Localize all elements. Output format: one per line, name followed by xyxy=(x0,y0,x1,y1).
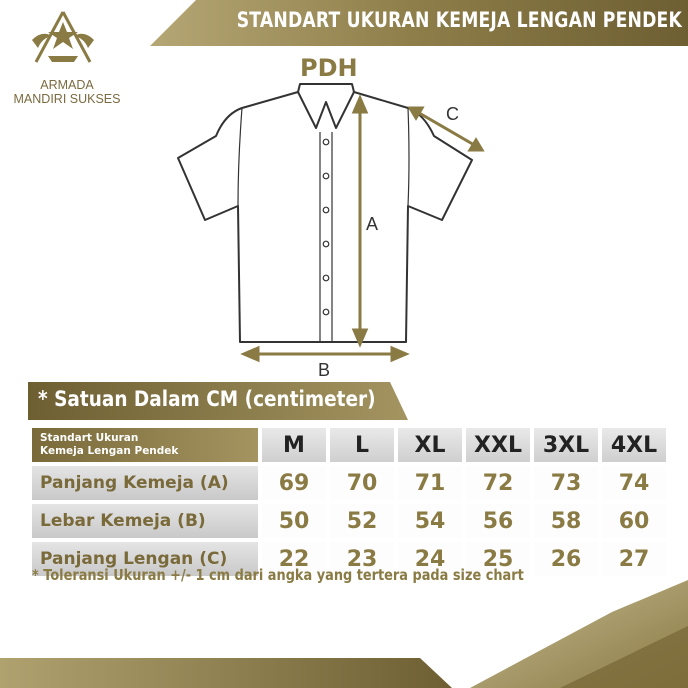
table-cell: 69 xyxy=(262,466,326,500)
table-cell: 72 xyxy=(466,466,530,500)
tolerance-note: * Toleransi Ukuran +/- 1 cm dari angka yang tertera pada size chart xyxy=(32,566,524,584)
table-cell: 74 xyxy=(602,466,666,500)
shirt-body xyxy=(178,92,472,342)
table-corner-line2: Kemeja Lengan Pendek xyxy=(40,445,179,457)
table-cell: 26 xyxy=(534,542,598,576)
table-cell: 70 xyxy=(330,466,394,500)
table-row xyxy=(32,504,666,538)
dimension-c-label: C xyxy=(446,104,459,124)
table-cell: 73 xyxy=(534,466,598,500)
table-cell: 25 xyxy=(466,542,530,576)
table-cell: 22 xyxy=(262,542,326,576)
size-header: XXL xyxy=(466,428,530,462)
table-corner-line1: Standart Ukuran xyxy=(40,432,139,444)
size-header-row xyxy=(32,428,666,462)
size-header: XL xyxy=(398,428,462,462)
table-cell: 23 xyxy=(330,542,394,576)
size-header: L xyxy=(330,428,394,462)
table-cell: 50 xyxy=(262,504,326,538)
dimension-b-label: B xyxy=(318,360,331,380)
armada-logo-icon xyxy=(28,8,98,68)
table-cell: 52 xyxy=(330,504,394,538)
row-label: Panjang Lengan (C) xyxy=(32,542,258,576)
table-cell: 56 xyxy=(466,504,530,538)
size-header: 4XL xyxy=(602,428,666,462)
brand-line1: ARMADA xyxy=(40,78,94,92)
table-cell: 27 xyxy=(602,542,666,576)
table-cell: 58 xyxy=(534,504,598,538)
page-title: STANDART UKURAN KEMEJA LENGAN PENDEK xyxy=(236,8,682,32)
shirt-diagram xyxy=(170,80,500,390)
table-cell: 60 xyxy=(602,504,666,538)
model-label: PDH xyxy=(300,54,358,82)
table-cell: 24 xyxy=(398,542,462,576)
units-banner-text: * Satuan Dalam CM (centimeter) xyxy=(38,387,376,411)
size-header: 3XL xyxy=(534,428,598,462)
row-label: Lebar Kemeja (B) xyxy=(32,504,258,538)
brand-line2: MANDIRI SUKSES xyxy=(13,92,121,106)
dimension-a-label: A xyxy=(366,214,379,234)
brand-name xyxy=(8,78,126,106)
table-cell: 71 xyxy=(398,466,462,500)
table-row xyxy=(32,466,666,500)
table-corner-label xyxy=(32,428,258,462)
size-header: M xyxy=(262,428,326,462)
table-cell: 54 xyxy=(398,504,462,538)
row-label: Panjang Kemeja (A) xyxy=(32,466,258,500)
size-table xyxy=(28,424,670,580)
